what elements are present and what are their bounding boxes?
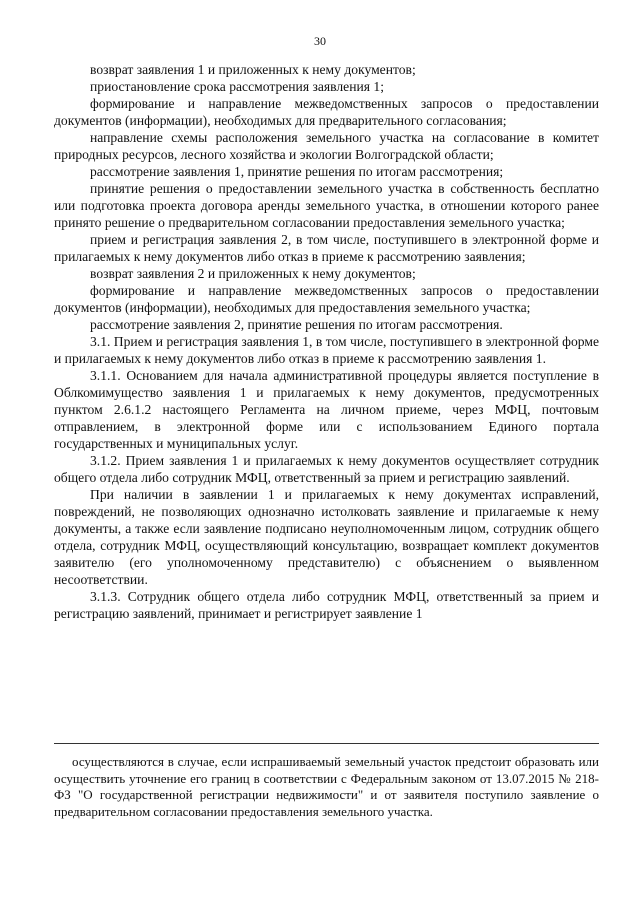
footnote xyxy=(54,754,599,820)
footnote-divider xyxy=(54,743,599,744)
page-number: 30 xyxy=(314,34,326,48)
paragraph: формирование и направление межведомственных запросов о предоставлении документов (информации), необходимых для предоставления земельного участка; xyxy=(54,283,599,315)
paragraph-3-1-3: 3.1.3. Сотрудник общего отдела либо сотрудник МФЦ, ответственный за прием и регистрацию заявлений, принимает и регистрирует заявление 1 xyxy=(54,589,599,621)
body-text xyxy=(54,61,599,622)
paragraph: формирование и направление межведомственных запросов о предоставлении документов (информации), необходимых для предварительного согласования; xyxy=(54,96,599,128)
section-heading-3-1: 3.1. Прием и регистрация заявления 1, в том числе, поступившего в электронной форме и прилагаемых к нему документов либо отказ в приеме к рассмотрению заявления 1. xyxy=(54,334,599,366)
paragraph: возврат заявления 2 и приложенных к нему документов; xyxy=(90,266,416,281)
paragraph: приостановление срока рассмотрения заявления 1; xyxy=(90,79,384,94)
paragraph-3-1-1: 3.1.1. Основанием для начала административной процедуры является поступление в Облкомимущество заявления 1 и прилагаемых к нему документов, предусмотренных пунктом 2.6.1.2 настоящего Регламента на личном приеме, через МФЦ, почтовым отправлением, в электронной форме или с использованием Единого портала государственных и муниципальных услуг. xyxy=(54,368,599,451)
paragraph: При наличии в заявлении 1 и прилагаемых к нему документах исправлений, повреждений, не позволяющих однозначно истолковать заявление и прилагаемые к нему документы, а также если заявление подписано неуполномоченным лицом, сотрудник общего отдела, сотрудник МФЦ, осуществляющий консультацию, возвращает комплект документов заявителю (его уполномоченному представителю) с объяснением о выявленном несоответствии. xyxy=(54,487,599,587)
paragraph: принятие решения о предоставлении земельного участка в собственность бесплатно или подготовка проекта договора аренды земельного участка, в отношении которого ранее принято решение о предварительном согласовании предоставления земельного участка; xyxy=(54,181,599,230)
paragraph: направление схемы расположения земельного участка на согласование в комитет природных ресурсов, лесного хозяйства и экологии Волгоградской области; xyxy=(54,130,599,162)
footnote-text: осуществляются в случае, если испрашиваемый земельный участок предстоит образовать или осуществить уточнение его границ в соответствии с Федеральным законом от 13.07.2015 № 218-ФЗ "О государственной регистрации недвижимости" и от заявителя поступило заявление о предварительном согласовании предоставления земельного участка. xyxy=(54,754,599,819)
paragraph-3-1-2: 3.1.2. Прием заявления 1 и прилагаемых к нему документов осуществляет сотрудник общего отдела либо сотрудник МФЦ, ответственный за прием и регистрацию заявлений. xyxy=(54,453,599,485)
paragraph: рассмотрение заявления 1, принятие решения по итогам рассмотрения; xyxy=(90,164,504,179)
paragraph: прием и регистрация заявления 2, в том числе, поступившего в электронной форме и прилагаемых к нему документов либо отказ в приеме к рассмотрению заявления; xyxy=(54,232,599,264)
paragraph: возврат заявления 1 и приложенных к нему документов; xyxy=(90,62,416,77)
paragraph: рассмотрение заявления 2, принятие решения по итогам рассмотрения. xyxy=(90,317,503,332)
